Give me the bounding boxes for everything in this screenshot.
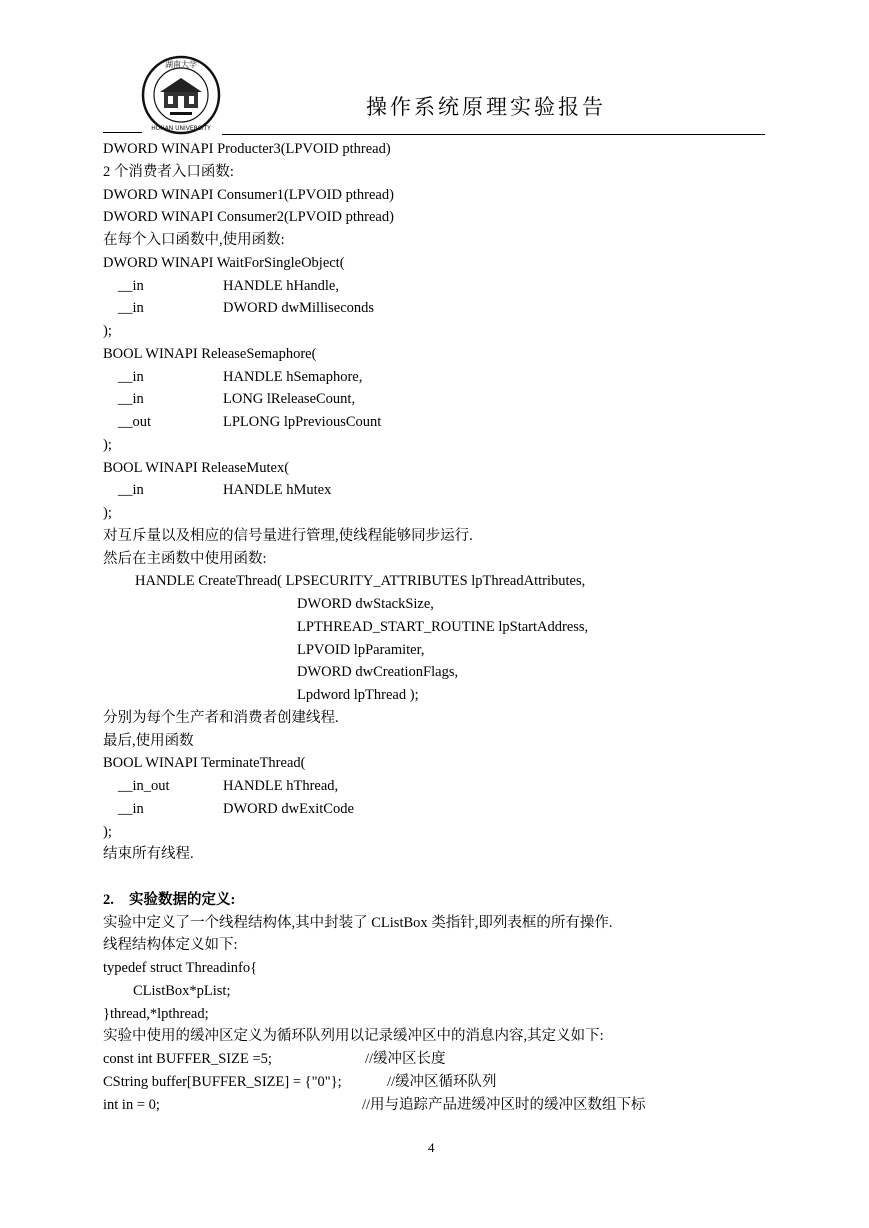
text-line: DWORD WINAPI Consumer1(LPVOID pthread) [103,186,394,203]
text-line: 实验中使用的缓冲区定义为循环队列用以记录缓冲区中的消息内容,其定义如下: [103,1028,604,1045]
param-declaration: HANDLE hThread, [223,778,339,794]
university-seal-icon [136,54,226,136]
code-comment: //缓冲区长度 [365,1051,446,1067]
text-line: BOOL WINAPI ReleaseSemaphore( [103,345,317,362]
code-line: DWORD dwCreationFlags, [297,664,459,681]
svg-text:HUNAN UNIVERSITY: HUNAN UNIVERSITY [151,125,211,132]
text-line: 2 个消费者入口函数: [103,163,234,180]
code-comment: //缓冲区循环队列 [387,1073,497,1090]
code-comment: //用与追踪产品进缓冲区时的缓冲区数组下标 [362,1096,646,1113]
param-declaration: LPLONG lpPreviousCount [223,414,382,430]
code-line: Lpdword lpThread ); [297,687,419,703]
param-declaration: HANDLE hHandle, [223,277,339,294]
page-header-title: 操作系统原理实验报告 [366,95,606,119]
text-line: 结束所有线程. [103,846,194,863]
code-line: LPVOID lpParamiter, [297,641,425,658]
text-line: 在每个入口函数中,使用函数: [103,232,285,248]
param-direction: __in [118,482,144,499]
text-line: ); [103,823,112,840]
code-text: int in = 0; [103,1096,160,1113]
code-text: const int BUFFER_SIZE =5; [103,1051,272,1067]
text-line: BOOL WINAPI ReleaseMutex( [103,459,290,476]
code-line: }thread,*lpthread; [103,1005,209,1022]
text-line: DWORD WINAPI Producter3(LPVOID pthread) [103,141,391,157]
section-heading [103,889,783,912]
param-declaration: DWORD dwExitCode [223,800,354,817]
section-number: 2. [103,891,114,908]
param-line [103,366,783,389]
text-line: DWORD WINAPI WaitForSingleObject( [103,254,345,271]
param-line [103,411,783,434]
code-line: HANDLE CreateThread( LPSECURITY_ATTRIBUTES lpThreadAttributes, [135,573,586,590]
code-line: typedef struct Threadinfo{ [103,960,258,976]
text-line: DWORD WINAPI Consumer2(LPVOID pthread) [103,209,394,226]
param-line [103,479,783,502]
text-line: 然后在主函数中使用函数: [103,550,267,567]
param-line [103,275,783,298]
text-line: BOOL WINAPI TerminateThread( [103,755,306,772]
text-line: ); [103,436,112,453]
text-line: 对互斥量以及相应的信号量进行管理,使线程能够同步运行. [103,527,473,544]
code-line: CListBox*pList; [133,982,231,999]
svg-text:湖南大学: 湖南大学 [165,60,197,69]
param-direction: __in [118,391,144,408]
header-rule-left [103,132,142,133]
param-declaration: DWORD dwMilliseconds [223,300,375,317]
text-line: 最后,使用函数 [103,732,194,749]
param-declaration: HANDLE hSemaphore, [223,368,363,385]
header-rule-right [222,134,765,135]
code-line [103,1071,783,1094]
text-line: 线程结构体定义如下: [103,937,238,954]
report-body [103,138,783,1116]
param-line [103,388,783,411]
param-direction: __in [118,800,144,817]
param-line [103,297,783,320]
code-line: LPTHREAD_START_ROUTINE lpStartAddress, [297,618,589,635]
param-direction: __out [118,414,152,430]
param-direction: __in [118,277,144,294]
param-direction: __in_out [118,778,170,794]
code-text: CString buffer[BUFFER_SIZE] = {"0"}; [103,1073,342,1090]
param-line [103,798,783,821]
param-line [103,775,783,798]
code-line [103,1094,783,1117]
param-declaration: LONG lReleaseCount, [223,391,356,408]
code-line [103,1048,783,1071]
text-line: ); [103,323,112,339]
text-line: 分别为每个生产者和消费者创建线程. [103,709,339,726]
text-line: ); [103,505,112,521]
code-line: DWORD dwStackSize, [297,596,434,612]
text-line: 实验中定义了一个线程结构体,其中封装了 CListBox 类指针,即列表框的所有操作. [103,914,613,931]
param-declaration: HANDLE hMutex [223,482,332,499]
param-direction: __in [118,300,144,317]
page-number: 4 [428,1140,435,1155]
param-direction: __in [118,368,144,385]
section-title: 实验数据的定义: [129,891,236,908]
blank-line [103,866,783,889]
